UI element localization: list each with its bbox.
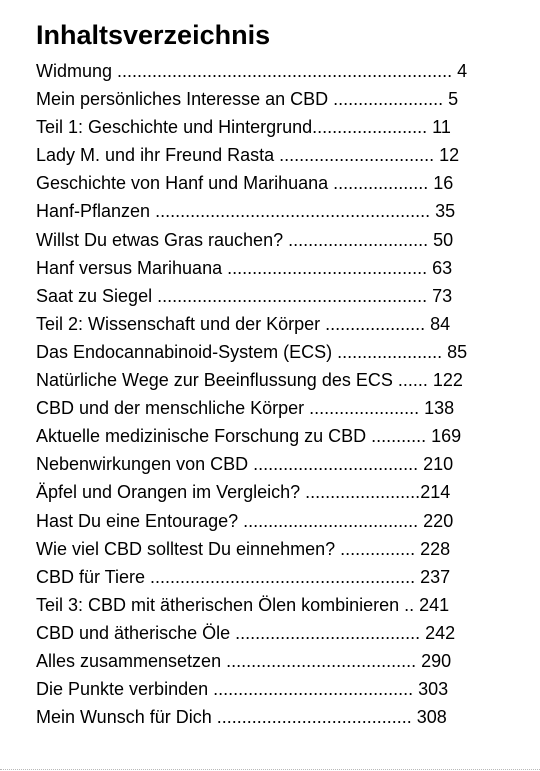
toc-entry: Mein persönliches Interesse an CBD ...................... 5 bbox=[36, 89, 459, 110]
toc-entry: Aktuelle medizinische Forschung zu CBD ........... 169 bbox=[36, 426, 462, 447]
toc-entry: Willst Du etwas Gras rauchen? ............................ 50 bbox=[36, 229, 454, 250]
toc-title: Inhaltsverzeichnis bbox=[36, 20, 271, 50]
toc-entry: Nebenwirkungen von CBD ................................. 210 bbox=[36, 454, 454, 475]
toc-entry: Widmung ................................................................... 4 bbox=[36, 61, 468, 81]
toc-entry: CBD für Tiere ..................................................... 237 bbox=[36, 566, 451, 587]
toc-entry: Äpfel und Orangen im Vergleich? .......................214 bbox=[36, 482, 451, 503]
toc-entry: Lady M. und ihr Freund Rasta ............................... 12 bbox=[36, 145, 460, 166]
toc-entry: Teil 3: CBD mit ätherischen Ölen kombinieren .. 241 bbox=[36, 594, 450, 615]
toc-entry: Die Punkte verbinden ........................................ 303 bbox=[36, 679, 449, 700]
toc-entry: Natürliche Wege zur Beeinflussung des ECS ...... 122 bbox=[36, 370, 463, 391]
toc-entry: Teil 1: Geschichte und Hintergrund....................... 11 bbox=[36, 117, 451, 138]
toc-entry: CBD und der menschliche Körper ...................... 138 bbox=[36, 398, 455, 419]
table-of-contents bbox=[36, 57, 467, 731]
toc-entry: Hast Du eine Entourage? ................................... 220 bbox=[36, 510, 454, 531]
toc-entry: Alles zusammensetzen ...................................... 290 bbox=[36, 650, 452, 671]
toc-entry: Hanf versus Marihuana ........................................ 63 bbox=[36, 257, 453, 278]
toc-entry: Saat zu Siegel ...................................................... 73 bbox=[36, 285, 453, 306]
toc-entry: Wie viel CBD solltest Du einnehmen? ............... 228 bbox=[36, 538, 451, 559]
toc-entry: Das Endocannabinoid-System (ECS) ..................... 85 bbox=[36, 341, 468, 362]
toc-entry: CBD und ätherische Öle ..................................... 242 bbox=[36, 622, 456, 643]
toc-entry: Teil 2: Wissenschaft und der Körper .................... 84 bbox=[36, 313, 451, 334]
toc-entry: Mein Wunsch für Dich ....................................... 308 bbox=[36, 707, 447, 728]
toc-entry: Hanf-Pflanzen ....................................................... 35 bbox=[36, 201, 456, 222]
page-bottom-divider bbox=[0, 769, 540, 770]
toc-entry: Geschichte von Hanf und Marihuana ................... 16 bbox=[36, 173, 454, 194]
